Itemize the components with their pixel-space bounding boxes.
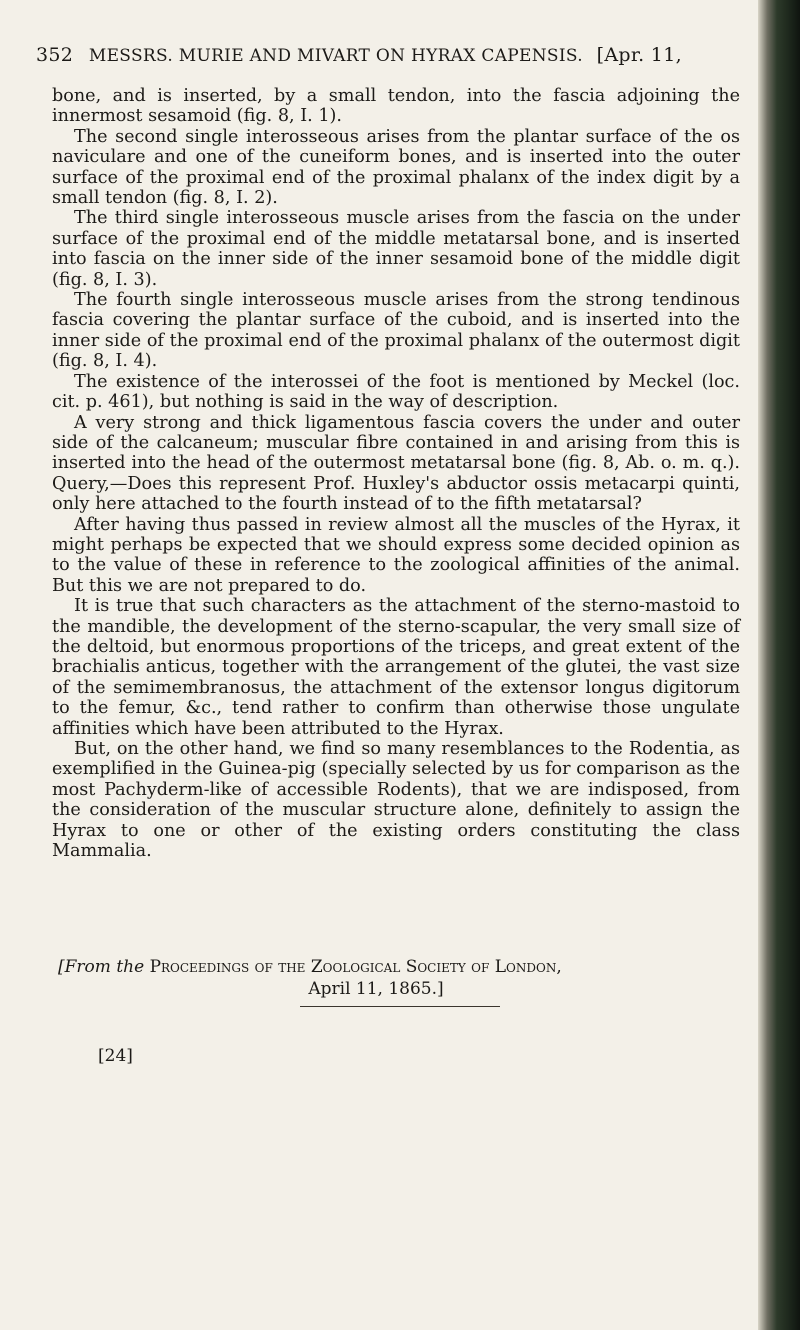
paragraph: But, on the other hand, we find so many resemblances to the Rodentia, as exemplified in the Guinea-pig (specially selected by us for comparison as the most Pachyderm-like of accessible Rodents), that we are indisposed, from the consideration of the muscular structure alone, definitely to assign the Hyrax to one or other of the existing orders constituting the class Mammalia.: [52, 739, 740, 862]
paragraph: The third single interosseous muscle arises from the fascia on the under surface of the proximal end of the middle metatarsal bone, and is inserted into fascia on the inner side of the inner sesamoid bone of the middle digit (fig. 8, I. 3).: [52, 208, 740, 290]
page-number: 352: [36, 44, 74, 66]
running-title: MESSRS. MURIE AND MIVART ON HYRAX CAPENSIS.: [88, 46, 583, 66]
source-note-date: April 11, 1865.]: [308, 979, 444, 999]
paragraph: It is true that such characters as the attachment of the sterno-mastoid to the mandible, the development of the sterno-scapular, the very small size of the deltoid, but enormous proportions of the triceps, and great extent of the brachialis anticus, together with the arrangement of the glutei, the vast size of the semimembranosus, the attachment of the extensor longus digitorum to the femur, &c., tend rather to confirm than otherwise those ungulate affinities which have been attributed to the Hyrax.: [52, 596, 740, 739]
paragraph: The fourth single interosseous muscle arises from the strong tendinous fascia covering the plantar surface of the cuboid, and is inserted into the inner side of the proximal end of the proximal phalanx of the outermost digit (fig. 8, I. 4).: [52, 290, 740, 372]
book-spine-edge: [758, 0, 800, 1330]
source-note-journal: Proceedings of the Zoological Society of London,: [149, 957, 562, 977]
paragraph: The existence of the interossei of the foot is mentioned by Meckel (loc. cit. p. 461), but nothing is said in the way of description.: [52, 371, 740, 413]
footer-rule: [300, 1006, 500, 1007]
header-date: [Apr. 11,: [596, 44, 682, 66]
paragraph: After having thus passed in review almost all the muscles of the Hyrax, it might perhaps be expected that we should express some decided opinion as to the value of these in reference to the zoological affinities of the animal. But this we are not prepared to do.: [52, 514, 740, 596]
body-text: [52, 86, 740, 861]
paragraph: The second single interosseous arises from the plantar surface of the os naviculare and one of the cuneiform bones, and is inserted into the outer surface of the proximal end of the proximal phalanx of the index digit by a small tendon (fig. 8, I. 2).: [52, 126, 740, 209]
signature-mark: [24]: [98, 1046, 133, 1066]
source-note-prefix: [From the: [58, 957, 150, 977]
source-note-line: [58, 956, 740, 978]
paragraph: bone, and is inserted, by a small tendon, into the fascia adjoining the innermost sesamoid (fig. 8, I. 1).: [52, 86, 740, 127]
source-note: [52, 956, 740, 1007]
running-header: [36, 44, 736, 66]
paragraph: A very strong and thick ligamentous fascia covers the under and outer side of the calcaneum; muscular fibre contained in and arising from this is inserted into the head of the outermost metatarsal bone (fig. 8, Ab. o. m. q.). Query,—Does this represent Prof. Huxley's abductor ossis metacarpi quinti, only here attached to the fourth instead of to the fifth metatarsal?: [52, 412, 740, 515]
